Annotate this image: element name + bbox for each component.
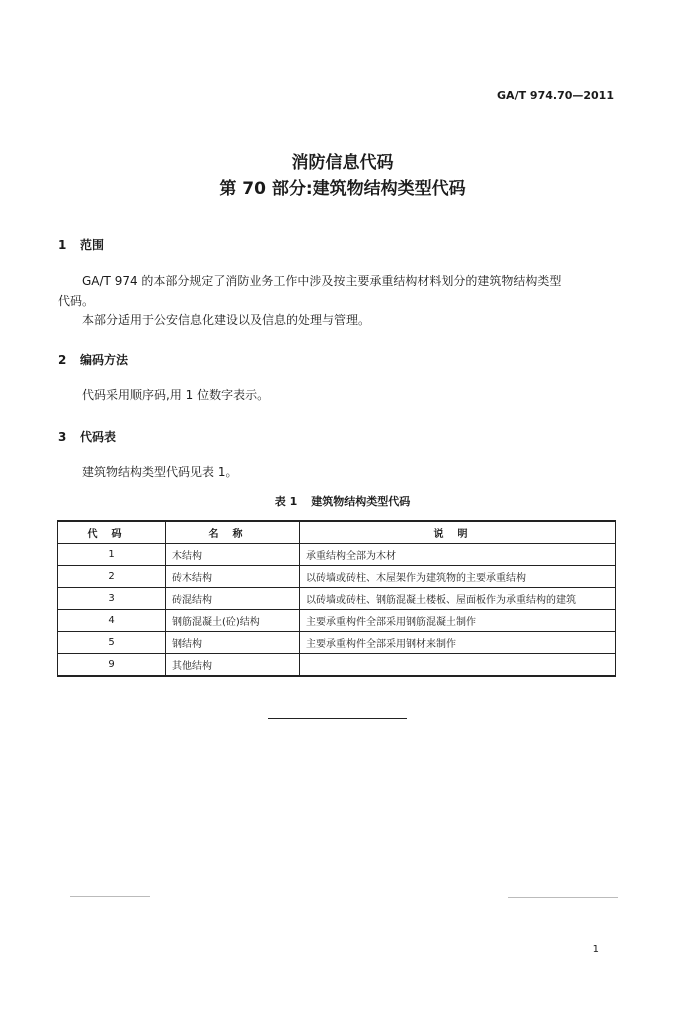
cell-description: 以砖墙或砖柱、钢筋混凝土楼板、屋面板作为承重结构的建筑 xyxy=(300,588,616,610)
page-number: 1 xyxy=(592,944,599,955)
paragraph: 代码采用顺序码,用 1 位数字表示。 xyxy=(82,388,270,402)
scan-artifact xyxy=(508,897,618,898)
cell-description: 承重结构全部为木材 xyxy=(300,544,616,566)
cell-name: 砖木结构 xyxy=(166,566,300,588)
section-title: 范围 xyxy=(80,238,105,252)
table-row xyxy=(58,566,616,588)
cell-description: 以砖墙或砖柱、木屋架作为建筑物的主要承重结构 xyxy=(300,566,616,588)
code-table xyxy=(57,520,616,677)
table-row xyxy=(58,654,616,677)
cell-name: 钢结构 xyxy=(166,632,300,654)
table-row xyxy=(58,610,616,632)
column-header-description: 说明 xyxy=(300,521,616,544)
cell-code: 4 xyxy=(58,610,166,632)
standard-number: GA/T 974.70—2011 xyxy=(497,89,614,102)
section-number: 2 xyxy=(58,353,67,367)
section-title: 编码方法 xyxy=(80,353,129,367)
table-caption xyxy=(0,493,685,509)
section-heading xyxy=(58,428,116,445)
cell-code: 9 xyxy=(58,654,166,677)
document-title: 消防信息代码 xyxy=(291,153,394,173)
paragraph: 建筑物结构类型代码见表 1。 xyxy=(82,465,238,479)
end-rule xyxy=(268,718,407,719)
cell-name: 其他结构 xyxy=(166,654,300,677)
scan-artifact xyxy=(70,896,150,897)
paragraph: 本部分适用于公安信息化建设以及信息的处理与管理。 xyxy=(82,313,371,327)
cell-code: 2 xyxy=(58,566,166,588)
section-number: 3 xyxy=(58,430,67,444)
cell-name: 钢筋混凝土(砼)结构 xyxy=(166,610,300,632)
table-header-row xyxy=(58,521,616,544)
cell-name: 砖混结构 xyxy=(166,588,300,610)
table-row xyxy=(58,544,616,566)
cell-description: 主要承重构件全部采用钢材来制作 xyxy=(300,632,616,654)
cell-code: 3 xyxy=(58,588,166,610)
document-subtitle: 第 70 部分:建筑物结构类型代码 xyxy=(219,179,466,199)
cell-description xyxy=(300,654,616,677)
section-number: 1 xyxy=(58,238,67,252)
cell-name: 木结构 xyxy=(166,544,300,566)
section-heading xyxy=(58,236,104,253)
section-title: 代码表 xyxy=(80,430,117,444)
cell-code: 1 xyxy=(58,544,166,566)
paragraph: GA/T 974 的本部分规定了消防业务工作中涉及按主要承重结构材料划分的建筑物结构类型 xyxy=(82,274,562,288)
cell-code: 5 xyxy=(58,632,166,654)
cell-description: 主要承重构件全部采用钢筋混凝土制作 xyxy=(300,610,616,632)
table-caption-title: 建筑物结构类型代码 xyxy=(311,495,411,508)
section-heading xyxy=(58,351,128,368)
table-caption-label: 表 1 xyxy=(274,495,298,508)
paragraph: 代码。 xyxy=(58,294,95,308)
table-row xyxy=(58,588,616,610)
column-header-name: 名称 xyxy=(166,521,300,544)
column-header-code: 代码 xyxy=(58,521,166,544)
table-row xyxy=(58,632,616,654)
